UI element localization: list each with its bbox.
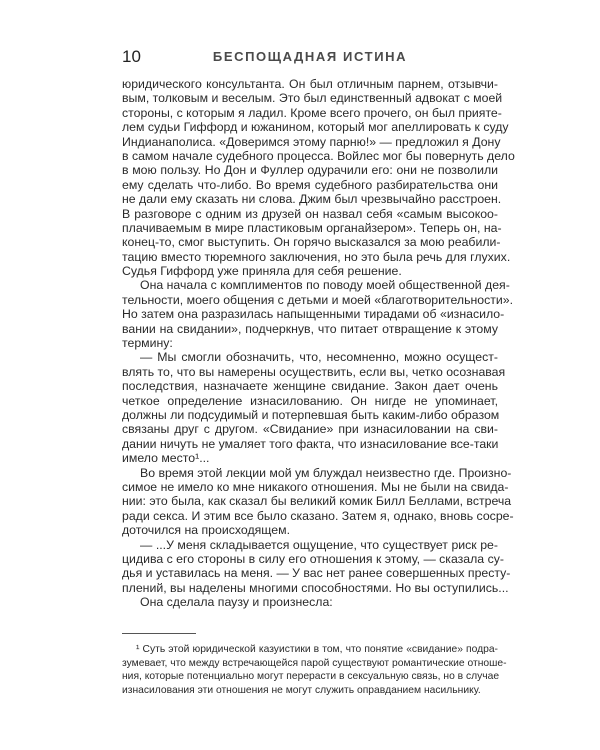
text-line: стороны, с которым я ладил. Кроме всего прочего, он был прияте-	[122, 105, 502, 120]
text-line: не дали ему сказать ни слова. Джим был чрезвычайно расстроен.	[122, 192, 502, 207]
text-line: ради секса. И этим все было сказано. Затем я, однако, вновь сосре-	[122, 508, 514, 523]
text-line: Она начала с комплиментов по поводу моей общественной дея-	[140, 278, 510, 293]
text-line: в мою пользу. Но Дон и Фуллер одурачили его: они не позволили	[122, 163, 498, 178]
paragraph	[122, 77, 515, 279]
text-line: ему сделать что-либо. Во время судебного разбирательства они	[122, 177, 498, 192]
text-line: вым, толковым и веселым. Это был единственный адвокат с моей	[122, 91, 503, 106]
text-line: дья и уставилась на меня. — У вас нет ранее совершенных престу-	[122, 566, 511, 581]
text-line: четкое определение изнасилованию. Он нигде не упоминает,	[122, 393, 498, 408]
text-line: вании на свидании», подчеркнув, что питает отвращение к этому	[122, 321, 498, 336]
text-line: юридического консультанта. Он был отличным парнем, отзывчи-	[122, 77, 498, 91]
page-header	[122, 47, 498, 67]
paragraph	[122, 537, 511, 596]
paragraph	[122, 350, 506, 466]
text-line: тацию вместо тюремного заключения, но это была речь для глухих.	[122, 249, 511, 264]
text-line: Она сделала паузу и произнесла:	[140, 595, 333, 610]
text-line: доточился на происходящем.	[122, 523, 290, 538]
text-line: плачиваемым в мире пластиковым органайзером». Теперь он, на-	[122, 220, 502, 235]
page-number: 10	[122, 47, 141, 66]
running-title: БЕСПОЩАДНАЯ ИСТИНА	[212, 49, 408, 64]
paragraph	[122, 595, 498, 609]
text-line: Судья Гиффорд уже приняла для себя решение.	[122, 264, 402, 279]
text-line: последствия, назначаете женщине свидание. Закон дает очень	[122, 379, 498, 394]
text-line: плений, вы наделены многими способностями. Но вы оступились...	[122, 580, 509, 595]
footnote-line: ния, которые потенциально могут перерасти в сексуальную связь, но в случае	[122, 671, 500, 683]
text-line: симое не имело ко мне никакого отношения. Мы не были на свида-	[122, 479, 509, 494]
text-line: лем судьи Гиффорд и южанином, который мог апеллировать к суду	[122, 120, 509, 135]
text-line: В разговоре с одним из друзей он назвал себя «самым высокоо-	[122, 206, 498, 221]
text-line: Во время этой лекции мой ум блуждал неизвестно где. Произно-	[140, 465, 512, 480]
text-line: имело место¹...	[122, 451, 210, 466]
text-line: конец-то, смог выступить. Он горячо высказался за мою реабили-	[122, 235, 501, 250]
text-line: Но затем она разразилась напыщенными тирадами об «изнасило-	[122, 307, 505, 322]
footnote-divider	[122, 633, 196, 634]
footnote-line: зумевает, что между встречающейся парой существуют романтические отноше-	[122, 657, 507, 669]
text-line: связаны друг с другом. «Свидание» при изнасиловании на сви-	[122, 422, 498, 437]
text-line: — Мы смогли обозначить, что, несомненно, можно осущест-	[140, 350, 498, 365]
text-line: в самом начале судебного процесса. Войлес мог бы повернуть дело	[122, 148, 515, 163]
footnote	[122, 643, 507, 697]
text-line: дании ничуть не умаляет того факта, что изнасилование все-таки	[122, 436, 499, 451]
paragraph	[122, 465, 514, 538]
text-line: цидива с его стороны в силу его отношения к этому, — сказала су-	[122, 551, 504, 566]
text-line: должны ли подсудимый и потерпевшая быть каким-либо образом	[122, 407, 500, 422]
text-line: — ...У меня складывается ощущение, что существует риск ре-	[140, 537, 498, 552]
paragraph	[122, 278, 514, 351]
main-text	[122, 77, 515, 610]
text-line: нии: это была, как сказал бы великий комик Билл Беллами, встреча	[122, 494, 512, 509]
text-line: тельности, моего общения с детьми и моей «благотворительности».	[122, 292, 514, 307]
footnote-line: изнасилования эти отношения не могут служить оправданием насильнику.	[122, 684, 481, 696]
text-line: влять то, что вы намерены осуществить, если вы, четко осознавая	[122, 364, 506, 379]
text-line: термину:	[122, 336, 173, 351]
text-line: Индианаполиса. «Доверимся этому парню!» — предложил я Дону	[122, 134, 501, 149]
footnote-line: ¹ Суть этой юридической казуистики в том, что понятие «свидание» подра-	[136, 644, 498, 655]
